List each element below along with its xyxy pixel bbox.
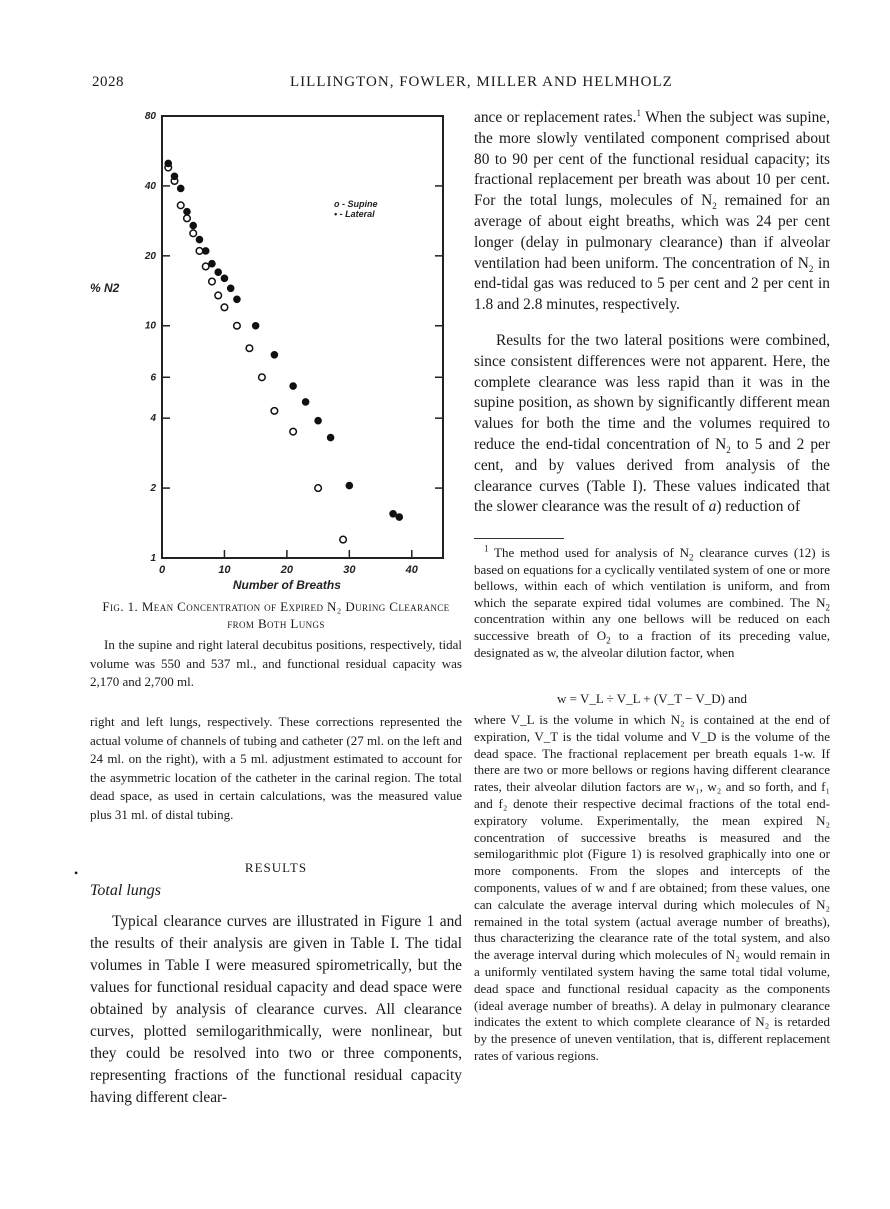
data-point-supine [290,428,297,435]
subheading-total-lungs: Total lungs [90,882,161,899]
y-tick-label: 2 [150,483,156,495]
figure-caption: Fig. 1. Mean Concentration of Expired N₂ During Clearance from Both Lungs [102,599,450,631]
y-tick-label: 80 [144,111,156,122]
y-tick-label: 4 [150,413,156,425]
equation: w = V_L ÷ V_L + (V_T − V_D) and [556,691,748,706]
data-point-lateral [177,185,184,192]
data-point-lateral [215,269,222,276]
figure-1-chart [88,108,460,594]
data-point-lateral [252,322,259,329]
data-point-supine [340,536,347,543]
x-tick-label: 10 [218,564,231,576]
data-point-lateral [171,173,178,180]
data-point-lateral [327,434,334,441]
data-point-lateral [271,351,278,358]
data-point-lateral [184,208,191,215]
data-point-lateral [290,383,297,390]
data-point-supine [259,374,266,381]
data-point-supine [209,278,216,285]
running-head: LILLINGTON, FOWLER, MILLER AND HELMHOLZ [290,74,673,90]
y-axis-label: % N2 [90,280,120,295]
data-point-supine [271,408,278,415]
data-point-lateral [196,236,203,243]
data-point-lateral [209,260,216,267]
data-point-supine [221,304,228,311]
data-point-supine [177,202,184,209]
plot-frame [162,116,443,558]
data-point-lateral [346,482,353,489]
footnote: $^1$ The method used for analysis of $N_2$ clearance curves (12) is based on equations for a cyclically ventilated system of one or more bellows, within each of which ventilation is uniform, and from which the separate expired tidal volumes are combined. The $N_2$ concentration within any one bellows will be reduced on each successive breath of $O_2$ to a fraction of its preceding value, designated as w, the alveolar dilution factor, when [474,543,830,660]
left-body-paragraph: Typical clearance curves are illustrated in Figure 1 and the results of their analysis are given in Table I. The tidal volumes in Table I were measured spirometrically, but the values for functional residual capacity and dead space were obtained by analysis of clearance curves. All clearance curves, plotted semilogarithmically, were nonlinear, but they could be resolved into two or three components, representing fractions of the functional residual capacity having different clear- [90,913,462,1106]
y-tick-label: 1 [150,553,156,564]
data-point-lateral [202,248,209,255]
x-tick-label: 30 [343,564,356,576]
data-point-lateral [227,285,234,292]
y-tick-label: 20 [144,250,156,262]
data-point-supine [215,292,222,299]
legend-entry: o - Supine [334,199,378,209]
right-paragraph-2: Results for the two lateral positions were combined, since consistent differences were not apparent. Here, the complete clearance was less rapid than it was in the supine position, as shown by significantly different mean values for both the time and the volumes required to reduce the end-tidal concentration of $N_2$ to 5 and 2 per cent, and by values derived from analysis of the clearance curves (Table I). These values indicated that the slower clearance was the result of a) reduction of [474,332,830,516]
data-point-lateral [165,160,172,167]
data-point-supine [184,215,191,222]
data-point-lateral [221,275,228,282]
data-point-supine [234,322,241,329]
y-tick-label: 10 [144,320,156,332]
figure-note: In the supine and right lateral decubitus positions, respectively, tidal volume was 550 and 537 ml., and functional residual capacity was 2,170 and 2,700 ml. [90,637,462,689]
section-heading-results: RESULTS [244,860,308,875]
x-axis-label: Number of Breaths [232,578,341,592]
y-tick-label: 40 [144,180,156,192]
data-point-supine [315,485,322,492]
right-paragraph-1: ance or replacement rates.$^1$ When the subject was supine, the more slowly ventilated component comprised about 80 to 90 per cent of the functional residual capacity; its fractional replacement per breath was about 10 per cent. For the total lungs, molecules of $N_2$ remained for an average of about eight breaths, which was 24 per cent longer (delay in pulmonary clearance) than if alveolar ventilation had been uniform. The concentration of $N_2$ in end-tidal gas was reduced to 5 per cent and 2 per cent in 1.8 and 2.8 minutes, respectively. [474,107,830,314]
data-point-lateral [302,399,309,406]
footnote-continued: where V_L is the volume in which N₂ is contained at the end of expiration, V_T is the tidal volume and V_D is the volume of the dead space. The fractional replacement per breath equals 1-w. If there are two or more bellows or regions having different clearance rates, their alveolar dilution factors are w₁, w₂ and so forth, and f₁ and f₂ denote their respective decimal fractions of the total end-expiratory volume. Experimentally, the mean expired N₂ concentration of successive breaths is measured and the semilogarithmic plot (Figure 1) is resolved graphically into one or more components. From the slopes and intercepts of the components, values of w and f are obtained; from these values, one can calculate the average interval during which molecules of N₂ remained in the total system (actual average number of breaths), thus characterizing the clearance rate of the total system, and also the average interval during which molecules of N₂ would remain in a uniformly ventilated system having the same total tidal volume, dead space and functional residual capacity as the components (ideal average number of breaths). A delay in pulmonary clearance indicates the extent to which complete clearance of N₂ is retarded by the presence of uneven ventilation, that is, different replacement rates of various regions. [474,712,830,1063]
data-point-lateral [390,510,397,517]
data-point-lateral [190,222,197,229]
data-point-supine [190,230,197,237]
page-number: 2028 [92,74,124,90]
x-tick-label: 40 [405,564,418,576]
data-point-lateral [234,296,241,303]
data-point-supine [246,345,253,352]
stray-dot: • [74,866,79,880]
x-tick-label: 0 [158,564,166,576]
data-point-lateral [396,514,403,521]
data-point-supine [202,263,209,270]
data-point-lateral [315,417,322,424]
footnote-rule [474,538,564,539]
left-top-paragraph: right and left lungs, respectively. These corrections represented the actual volume of channels of tubing and catheter (27 ml. on the left and 24 ml. on the right), with a 5 ml. adjustment estimated to account for the asymmetric location of the catheter in the carinal region. The total dead space, as used in certain calculations, was the measured value plus 31 ml. of distal tubing. [90,714,462,822]
legend-entry: • - Lateral [334,209,375,219]
x-tick-label: 20 [280,564,294,576]
y-tick-label: 6 [150,372,156,384]
data-point-supine [196,248,203,255]
